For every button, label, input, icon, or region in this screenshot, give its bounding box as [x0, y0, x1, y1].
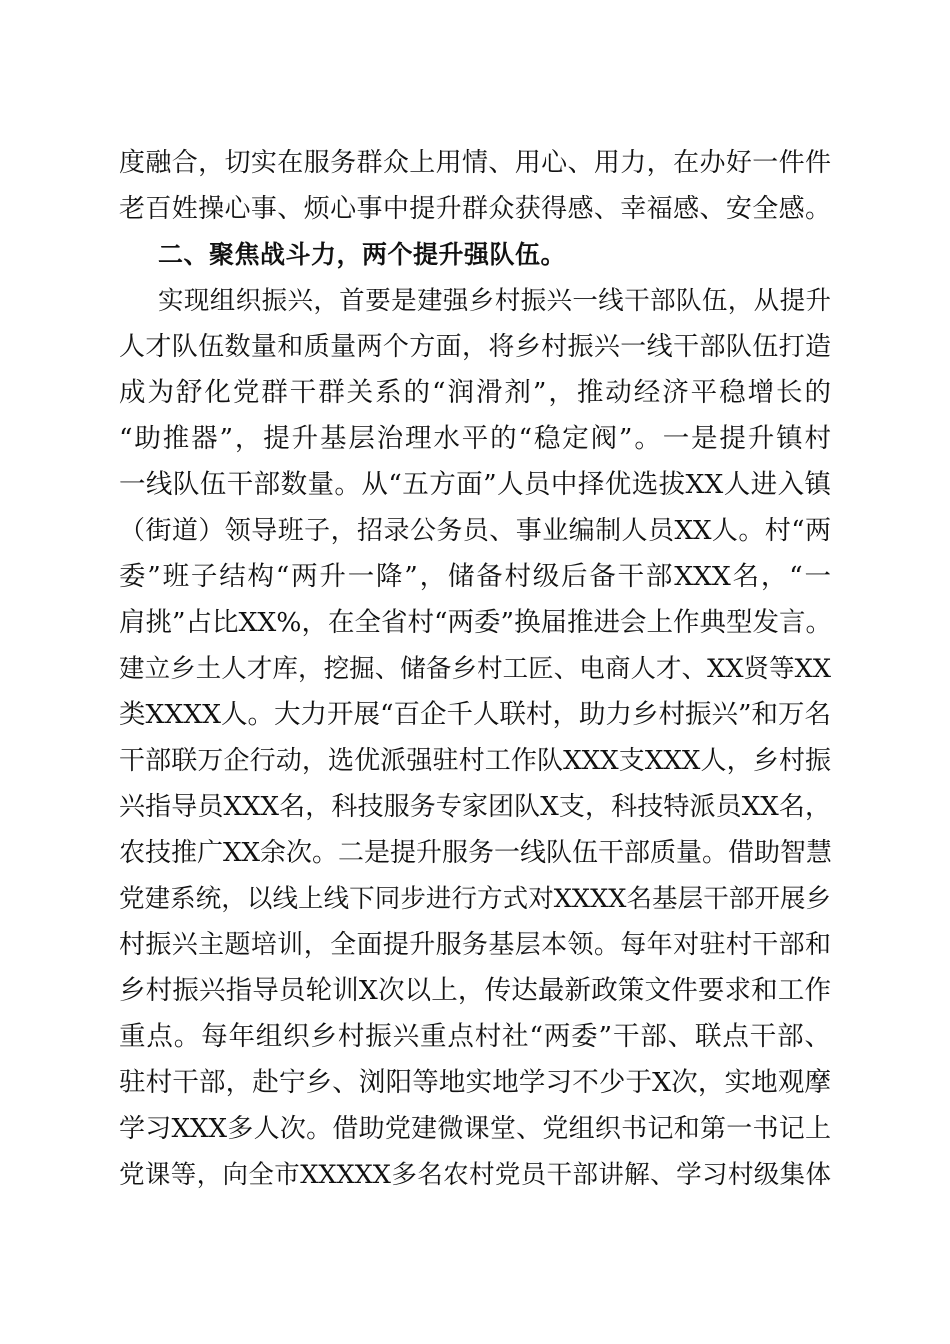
- text-line: 肩挑”占比XX%，在全省村“两委”换届推进会上作典型发言。: [119, 607, 833, 638]
- text-line: 成为舒化党群干群关系的“润滑剂”，推动经济平稳增长的: [119, 377, 831, 408]
- text-line: 学习XXX多人次。借助党建微课堂、党组织书记和第一书记上: [119, 1114, 831, 1144]
- text-line: 老百姓操心事、烦心事中提升群众获得感、幸福感、安全感。: [119, 194, 831, 224]
- text-line: 度融合，切实在服务群众上用情、用心、用力，在办好一件件: [119, 148, 831, 178]
- text-line: “助推器”，提升基层治理水平的“稳定阀”。一是提升镇村: [119, 423, 831, 454]
- text-line: 党建系统，以线上线下同步进行方式对XXXX名基层干部开展乡: [119, 884, 831, 914]
- text-line: 村振兴主题培训，全面提升服务基层本领。每年对驻村干部和: [119, 930, 831, 960]
- text-line: 委”班子结构“两升一降”，储备村级后备干部XXX名，“一: [119, 561, 831, 592]
- text-line: 建立乡土人才库，挖掘、储备乡村工匠、电商人才、XX贤等XX: [119, 654, 831, 684]
- text-line: 兴指导员XXX名，科技服务专家团队X支，科技特派员XX名，: [119, 792, 831, 822]
- text-line: 驻村干部，赴宁乡、浏阳等地实地学习不少于X次，实地观摩: [119, 1067, 831, 1098]
- text-line: （街道）领导班子，招录公务员、事业编制人员XX人。村“两: [119, 516, 831, 546]
- text-line: 乡村振兴指导员轮训X次以上，传达最新政策文件要求和工作: [119, 975, 831, 1006]
- text-line: 重点。每年组织乡村振兴重点村社“两委”干部、联点干部、: [119, 1021, 831, 1052]
- text-line: 人才队伍数量和质量两个方面，将乡村振兴一线干部队伍打造: [119, 332, 831, 362]
- text-line: 党课等，向全市XXXXX多名农村党员干部讲解、学习村级集体: [119, 1160, 831, 1190]
- text-line: 农技推广XX余次。二是提升服务一线队伍干部质量。借助智慧: [119, 838, 833, 868]
- text-line: 类XXXX人。大力开展“百企千人联村，助力乡村振兴”和万名: [119, 699, 832, 730]
- text-line: 一线队伍干部数量。从“五方面”人员中择优选拔XX人进入镇: [119, 469, 831, 500]
- paragraph-first-line: 实现组织振兴，首要是建强乡村振兴一线干部队伍，从提升: [158, 286, 831, 316]
- text-line: 干部联万企行动，选优派强驻村工作队XXX支XXX人，乡村振: [119, 746, 831, 776]
- section-heading: 二、聚焦战斗力，两个提升强队伍。: [158, 240, 567, 269]
